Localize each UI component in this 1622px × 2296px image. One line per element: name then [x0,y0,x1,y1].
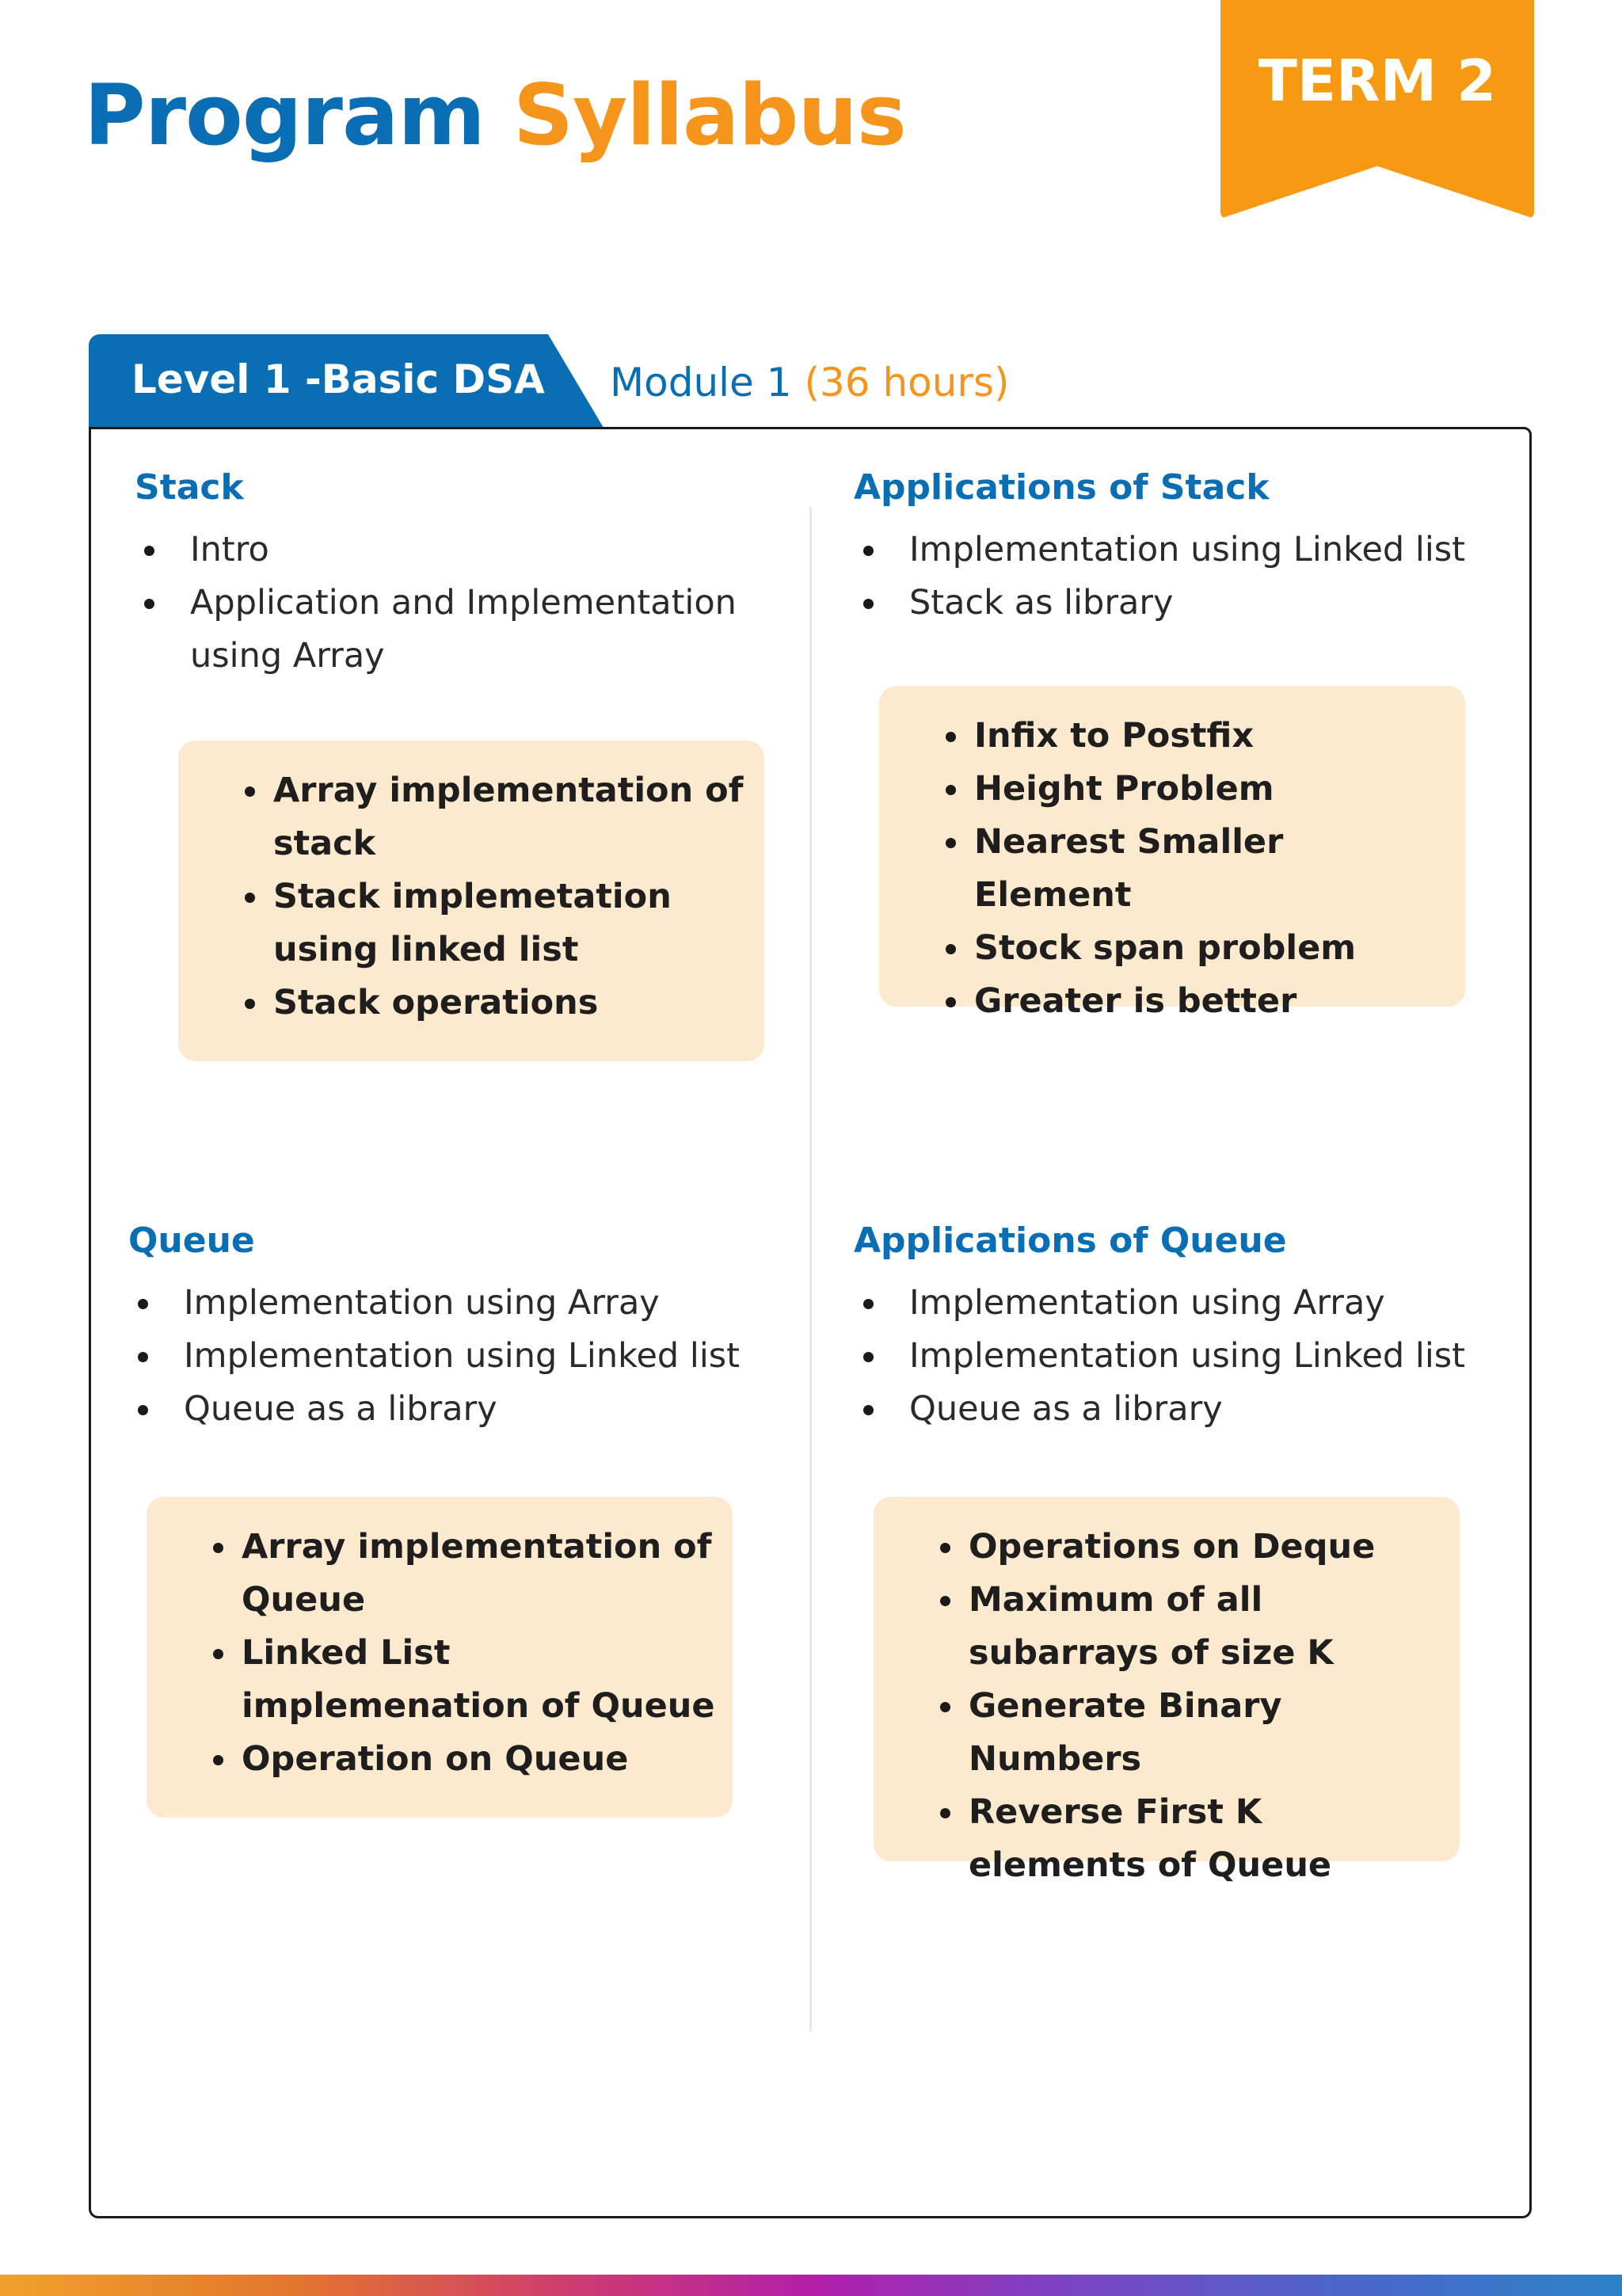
list-item: Implementation using Array [128,1277,794,1330]
section-heading: Stack [135,467,244,508]
list-item: Implementation using Linked list [128,1330,794,1383]
module-label: Module 1 [610,360,792,406]
list-item: Reverse First K elements of Queue [937,1786,1444,1892]
section-queue [128,1220,794,1436]
list-item: Queue as a library [128,1383,794,1436]
topic-list [128,1277,794,1436]
topic-list [854,524,1503,630]
level-tab-label: Level 1 -Basic DSA [131,356,545,402]
list-item: Height Problem [942,763,1449,816]
term-label: TERM 2 [1258,48,1497,114]
list-item: Linked List implemenation of Queue [210,1627,717,1733]
list-item: Operations on Deque [937,1521,1444,1574]
list-item: Nearest Smaller Element [942,816,1449,922]
column-divider [809,507,812,2031]
list-item: Greater is better [942,975,1449,1028]
topic-list [135,524,800,683]
section-heading: Applications of Queue [854,1220,1287,1261]
highlight-list [242,764,748,1030]
list-item: Application and Implementation using Array [135,577,800,683]
list-item: Array implementation of stack [242,764,748,870]
highlight-box-applications-of-stack [879,686,1465,1021]
module-heading [610,361,1010,405]
section-applications-of-stack [854,467,1503,630]
list-item: Implementation using Linked list [854,1330,1503,1383]
highlight-list [210,1521,717,1786]
list-item: Maximum of all subarrays of size K [937,1574,1444,1680]
list-item: Infix to Postfix [942,710,1449,763]
list-item: Stack implemetation using linked list [242,870,748,977]
highlight-list [942,710,1449,1028]
topic-list [854,1277,1503,1436]
list-item: Implementation using Array [854,1277,1503,1330]
highlight-box-queue [147,1497,733,1818]
title-syllabus: Syllabus [512,67,906,164]
list-item: Implementation using Linked list [854,524,1503,577]
footer-gradient-bar [0,2275,1622,2296]
list-item: Stack operations [242,977,748,1030]
title-program: Program [84,67,485,164]
list-item: Queue as a library [854,1383,1503,1436]
section-stack [135,467,800,683]
list-item: Stack as library [854,577,1503,630]
highlight-box-applications-of-queue [874,1497,1460,1885]
list-item: Generate Binary Numbers [937,1680,1444,1786]
module-hours: (36 hours) [804,360,1010,406]
highlight-list [937,1521,1444,1892]
section-applications-of-queue [854,1220,1503,1436]
list-item: Array implementation of Queue [210,1521,717,1627]
section-heading: Applications of Stack [854,467,1270,508]
list-item: Stock span problem [942,922,1449,975]
list-item: Operation on Queue [210,1733,717,1786]
list-item: Intro [135,524,800,577]
highlight-box-stack [178,741,764,1061]
section-heading: Queue [128,1220,255,1261]
page-title [84,67,906,164]
